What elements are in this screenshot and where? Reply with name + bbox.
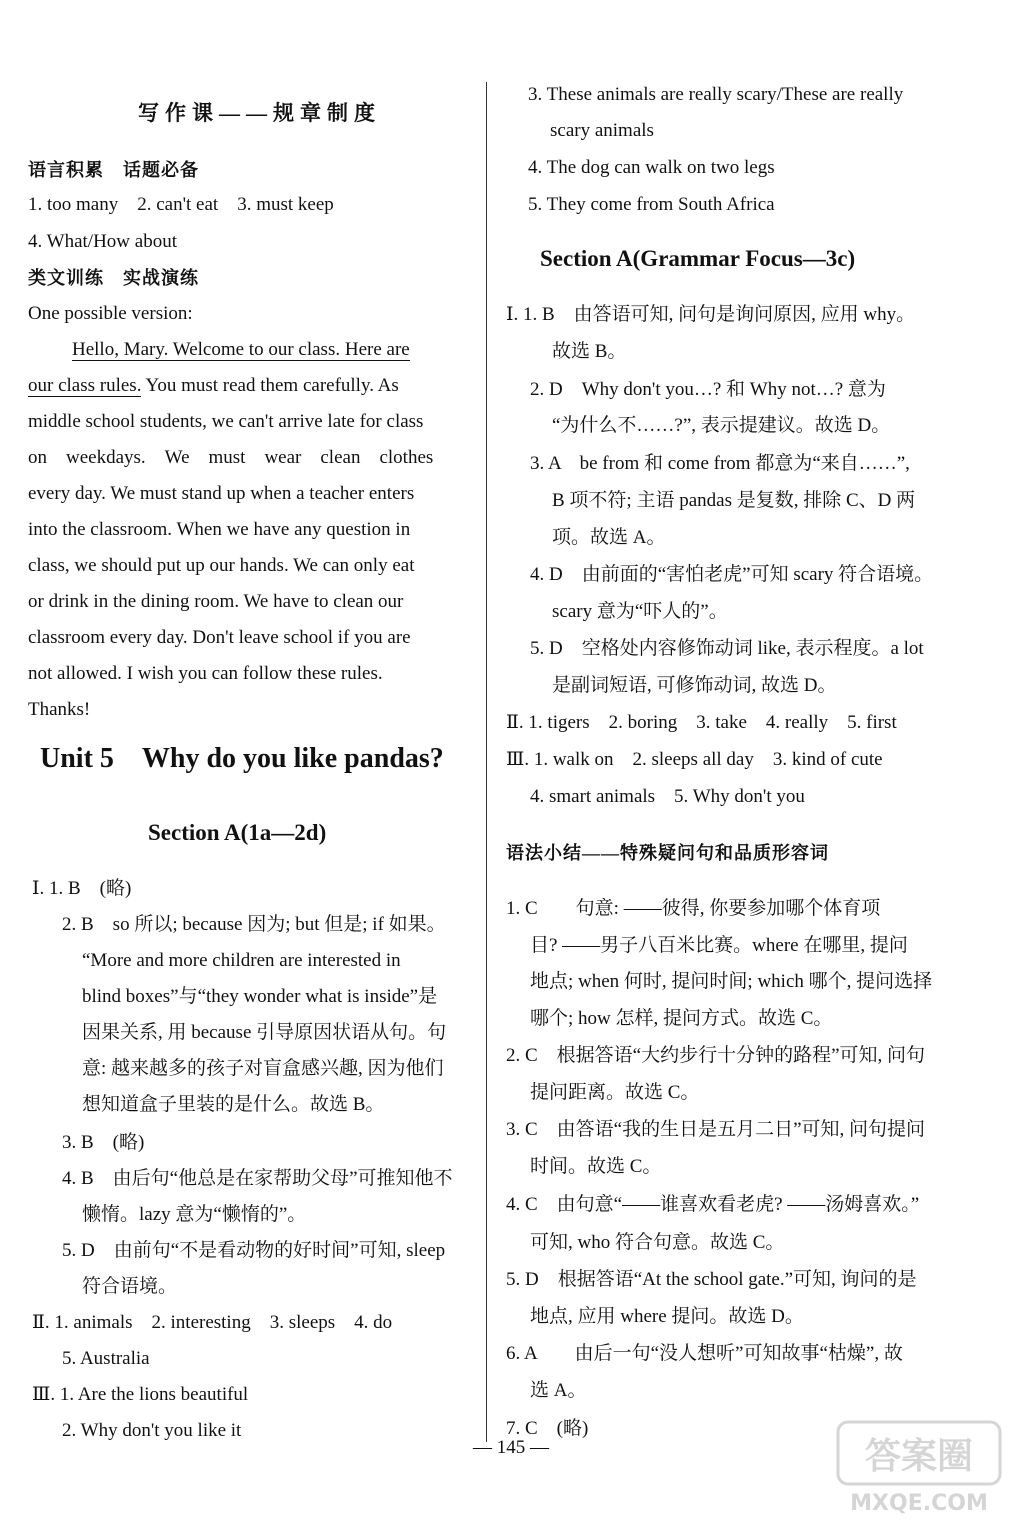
answer-line: 4. C 由句意“——谁喜欢看老虎? ——汤姆喜欢。” bbox=[506, 1194, 920, 1215]
answer-line: 2. B so 所以; because 因为; but 但是; if 如果。 bbox=[62, 914, 446, 935]
answer-line: 符合语境。 bbox=[82, 1276, 178, 1297]
grammar-summary-title: 语法小结——特殊疑问句和品质形容词 bbox=[506, 843, 829, 863]
answer-line: 7. C (略) bbox=[506, 1418, 589, 1439]
essay-text: every day. We must stand up when a teacher enters bbox=[28, 483, 415, 504]
answer-line: 4. B 由后句“他总是在家帮助父母”可推知他不 bbox=[62, 1168, 453, 1189]
essay-text: middle school students, we can't arrive late for class bbox=[28, 411, 424, 432]
answer-line: 哪个; how 怎样, 提问方式。故选 C。 bbox=[530, 1008, 833, 1029]
essay-text: or drink in the dining room. We have to clean our bbox=[28, 591, 404, 612]
essay-line bbox=[28, 481, 414, 507]
answer-line: 6. A 由后一句“没人想听”可知故事“枯燥”, 故 bbox=[506, 1343, 903, 1364]
answer-line: 3. A be from 和 come from 都意为“来自……”, bbox=[530, 453, 910, 474]
answer-line: 5. Australia bbox=[62, 1348, 150, 1369]
essay-text: class, we should put up our hands. We can only eat bbox=[28, 555, 415, 576]
essay-line bbox=[72, 337, 410, 363]
answer-line: “More and more children are interested in bbox=[82, 950, 401, 971]
answer-line: Ⅰ. 1. B (略) bbox=[32, 878, 132, 899]
essay-underlined-text: our class rules. bbox=[28, 375, 142, 396]
section-title: Section A(Grammar Focus—3c) bbox=[540, 246, 856, 271]
essay-label: One possible version: bbox=[28, 303, 193, 324]
answer-line: 项。故选 A。 bbox=[552, 527, 666, 548]
essay-line bbox=[28, 589, 403, 615]
answer-line: Ⅲ. 1. Are the lions beautiful bbox=[32, 1384, 249, 1405]
answer-line: Ⅰ. 1. B 由答语可知, 问句是询问原因, 应用 why。 bbox=[506, 304, 916, 325]
answer-line: 5. D 空格处内容修饰动词 like, 表示程度。a lot bbox=[530, 638, 924, 659]
answer-line: 1. C 句意: ——彼得, 你要参加哪个体育项 bbox=[506, 898, 881, 919]
answer-line: 2. C 根据答语“大约步行十分钟的路程”可知, 问句 bbox=[506, 1045, 926, 1066]
answer-line: 3. B (略) bbox=[62, 1132, 145, 1153]
essay-line bbox=[28, 697, 90, 723]
essay-line bbox=[28, 409, 423, 435]
answer-line: 是副词短语, 可修饰动词, 故选 D。 bbox=[552, 675, 837, 696]
essay-line bbox=[28, 445, 433, 471]
essay-line bbox=[28, 517, 410, 543]
essay-line bbox=[28, 625, 411, 651]
answer-line: Ⅱ. 1. animals 2. interesting 3. sleeps 4. do bbox=[32, 1312, 393, 1333]
answer-line: scary animals bbox=[550, 120, 654, 141]
answer-line: 4. What/How about bbox=[28, 231, 177, 252]
answer-line: scary 意为“吓人的”。 bbox=[552, 601, 728, 622]
answer-line: 5. They come from South Africa bbox=[528, 194, 775, 215]
answer-line: B 项不符; 主语 pandas 是复数, 排除 C、D 两 bbox=[552, 490, 916, 511]
answer-line: 2. D Why don't you…? 和 Why not…? 意为 bbox=[530, 379, 886, 400]
answer-line: 4. smart animals 5. Why don't you bbox=[530, 786, 805, 807]
essay-line bbox=[28, 373, 399, 399]
section-tag: 类文训练 实战演练 bbox=[28, 268, 199, 288]
answer-line: blind boxes”与“they wonder what is inside”是 bbox=[82, 986, 438, 1007]
watermark-logo bbox=[834, 1418, 1004, 1518]
page-number: — 145 — bbox=[473, 1437, 549, 1458]
unit-title: Unit 5 Why do you like pandas? bbox=[40, 743, 444, 774]
lesson-title: 写作课——规章制度 bbox=[138, 101, 381, 125]
section-title: Section A(1a—2d) bbox=[148, 820, 327, 845]
answer-line: 选 A。 bbox=[530, 1380, 587, 1401]
answer-line: 故选 B。 bbox=[552, 341, 627, 362]
section-tag: 语言积累 话题必备 bbox=[28, 160, 199, 180]
answer-line: 意: 越来越多的孩子对盲盒感兴趣, 因为他们 bbox=[82, 1058, 444, 1079]
essay-line bbox=[28, 553, 415, 579]
answer-line: 4. The dog can walk on two legs bbox=[528, 157, 775, 178]
answer-line: 1. too many 2. can't eat 3. must keep bbox=[28, 194, 334, 215]
answer-line: 可知, who 符合句意。故选 C。 bbox=[530, 1232, 785, 1253]
essay-text: into the classroom. When we have any question in bbox=[28, 519, 411, 540]
watermark-url: MXQE.COM bbox=[850, 1491, 988, 1516]
answer-line: 2. Why don't you like it bbox=[62, 1420, 242, 1441]
essay-underlined-text: Hello, Mary. Welcome to our class. Here are bbox=[72, 339, 410, 360]
answer-line: 想知道盒子里装的是什么。故选 B。 bbox=[82, 1094, 385, 1115]
essay-text: You must read them carefully. As bbox=[141, 375, 399, 396]
answer-line: Ⅱ. 1. tigers 2. boring 3. take 4. really 5. first bbox=[506, 712, 897, 733]
answer-line: 懒惰。lazy 意为“懒惰的”。 bbox=[82, 1204, 307, 1225]
column-divider bbox=[486, 82, 487, 1442]
essay-text: Thanks! bbox=[28, 699, 91, 720]
answer-line: 3. These animals are really scary/These are really bbox=[528, 84, 904, 105]
essay-text: on weekdays. We must wear clean clothes bbox=[28, 447, 434, 468]
answer-line: 因果关系, 用 because 引导原因状语从句。句 bbox=[82, 1022, 447, 1043]
answer-line: 5. D 根据答语“At the school gate.”可知, 询问的是 bbox=[506, 1269, 917, 1290]
answer-line: 提问距离。故选 C。 bbox=[530, 1082, 700, 1103]
watermark-title: 答案圈 bbox=[864, 1436, 974, 1477]
answer-line: 时间。故选 C。 bbox=[530, 1156, 662, 1177]
answer-line: 4. D 由前面的“害怕老虎”可知 scary 符合语境。 bbox=[530, 564, 934, 585]
answer-line: “为什么不……?”, 表示提建议。故选 D。 bbox=[552, 415, 891, 436]
answer-line: Ⅲ. 1. walk on 2. sleeps all day 3. kind of cute bbox=[506, 749, 883, 770]
answer-line: 5. D 由前句“不是看动物的好时间”可知, sleep bbox=[62, 1240, 446, 1261]
answer-line: 目? ——男子八百米比赛。where 在哪里, 提问 bbox=[530, 935, 908, 956]
answer-line: 地点; when 何时, 提问时间; which 哪个, 提问选择 bbox=[530, 971, 933, 992]
essay-text: classroom every day. Don't leave school if you are bbox=[28, 627, 411, 648]
essay-text: not allowed. I wish you can follow these rules. bbox=[28, 663, 383, 684]
answer-line: 地点, 应用 where 提问。故选 D。 bbox=[530, 1306, 804, 1327]
answer-line: 3. C 由答语“我的生日是五月二日”可知, 问句提问 bbox=[506, 1119, 926, 1140]
essay-line bbox=[28, 661, 383, 687]
